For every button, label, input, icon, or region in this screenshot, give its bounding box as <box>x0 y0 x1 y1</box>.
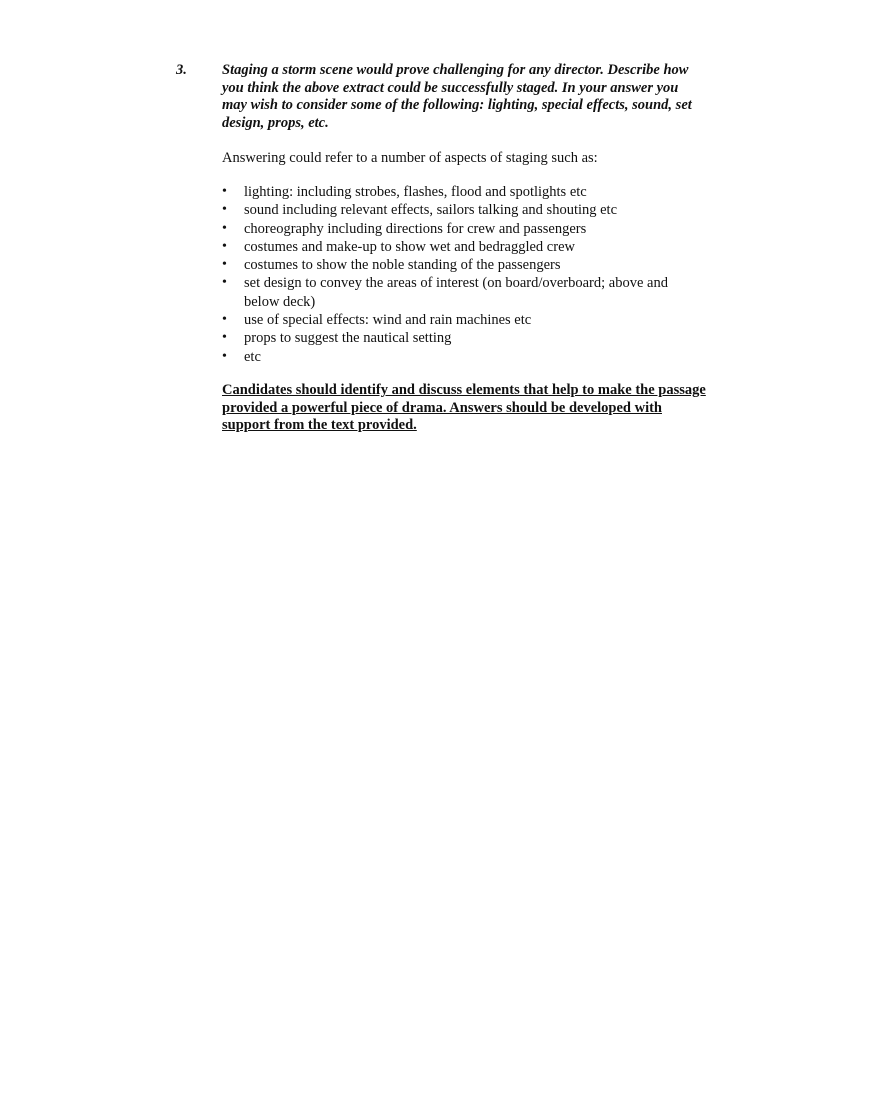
question-number: 3. <box>176 62 187 78</box>
list-item <box>222 183 702 201</box>
question-text: Staging a storm scene would prove challenging for any director. Describe how you think the above extract could be successfully staged. In your answer you may wish to consider some of the following: lighting, special effects, sound, set design, props, etc. <box>222 62 692 131</box>
list-item <box>222 238 702 256</box>
list-item <box>222 274 702 311</box>
question-content <box>222 62 706 435</box>
bullet-icon: • <box>222 348 227 364</box>
bullet-icon: • <box>222 275 227 291</box>
list-item-text: use of special effects: wind and rain machines etc <box>244 312 532 329</box>
bullet-icon: • <box>222 220 227 236</box>
bullet-icon: • <box>222 184 227 199</box>
list-item-text: etc <box>244 348 261 365</box>
bullet-icon: • <box>222 312 227 328</box>
list-item-text: costumes to show the noble standing of the passengers <box>244 257 561 274</box>
list-item <box>222 348 702 366</box>
list-item <box>222 329 702 347</box>
list-item-text: props to suggest the nautical setting <box>244 330 452 347</box>
list-item-text: lighting: including strobes, flashes, flood and spotlights etc <box>244 184 587 200</box>
list-item <box>222 311 702 329</box>
list-item-text: choreography including directions for crew and passengers <box>244 220 587 237</box>
staging-aspects-list <box>222 183 702 366</box>
list-item-text: sound including relevant effects, sailors talking and shouting etc <box>244 202 618 219</box>
answer-intro: Answering could refer to a number of aspects of staging such as: <box>222 150 598 166</box>
list-item <box>222 201 702 219</box>
bullet-icon: • <box>222 257 227 273</box>
list-item <box>222 256 702 274</box>
list-item <box>222 220 702 238</box>
bullet-icon: • <box>222 330 227 346</box>
bullet-icon: • <box>222 202 227 218</box>
bullet-icon: • <box>222 238 227 254</box>
marker-note: Candidates should identify and discuss elements that help to make the passage provided a powerful piece of drama. Answers should be developed with support from the text provided. <box>222 381 706 434</box>
list-item-text: costumes and make-up to show wet and bedraggled crew <box>244 238 575 255</box>
list-item-text: set design to convey the areas of interest (on board/overboard; above and below deck) <box>244 275 668 310</box>
